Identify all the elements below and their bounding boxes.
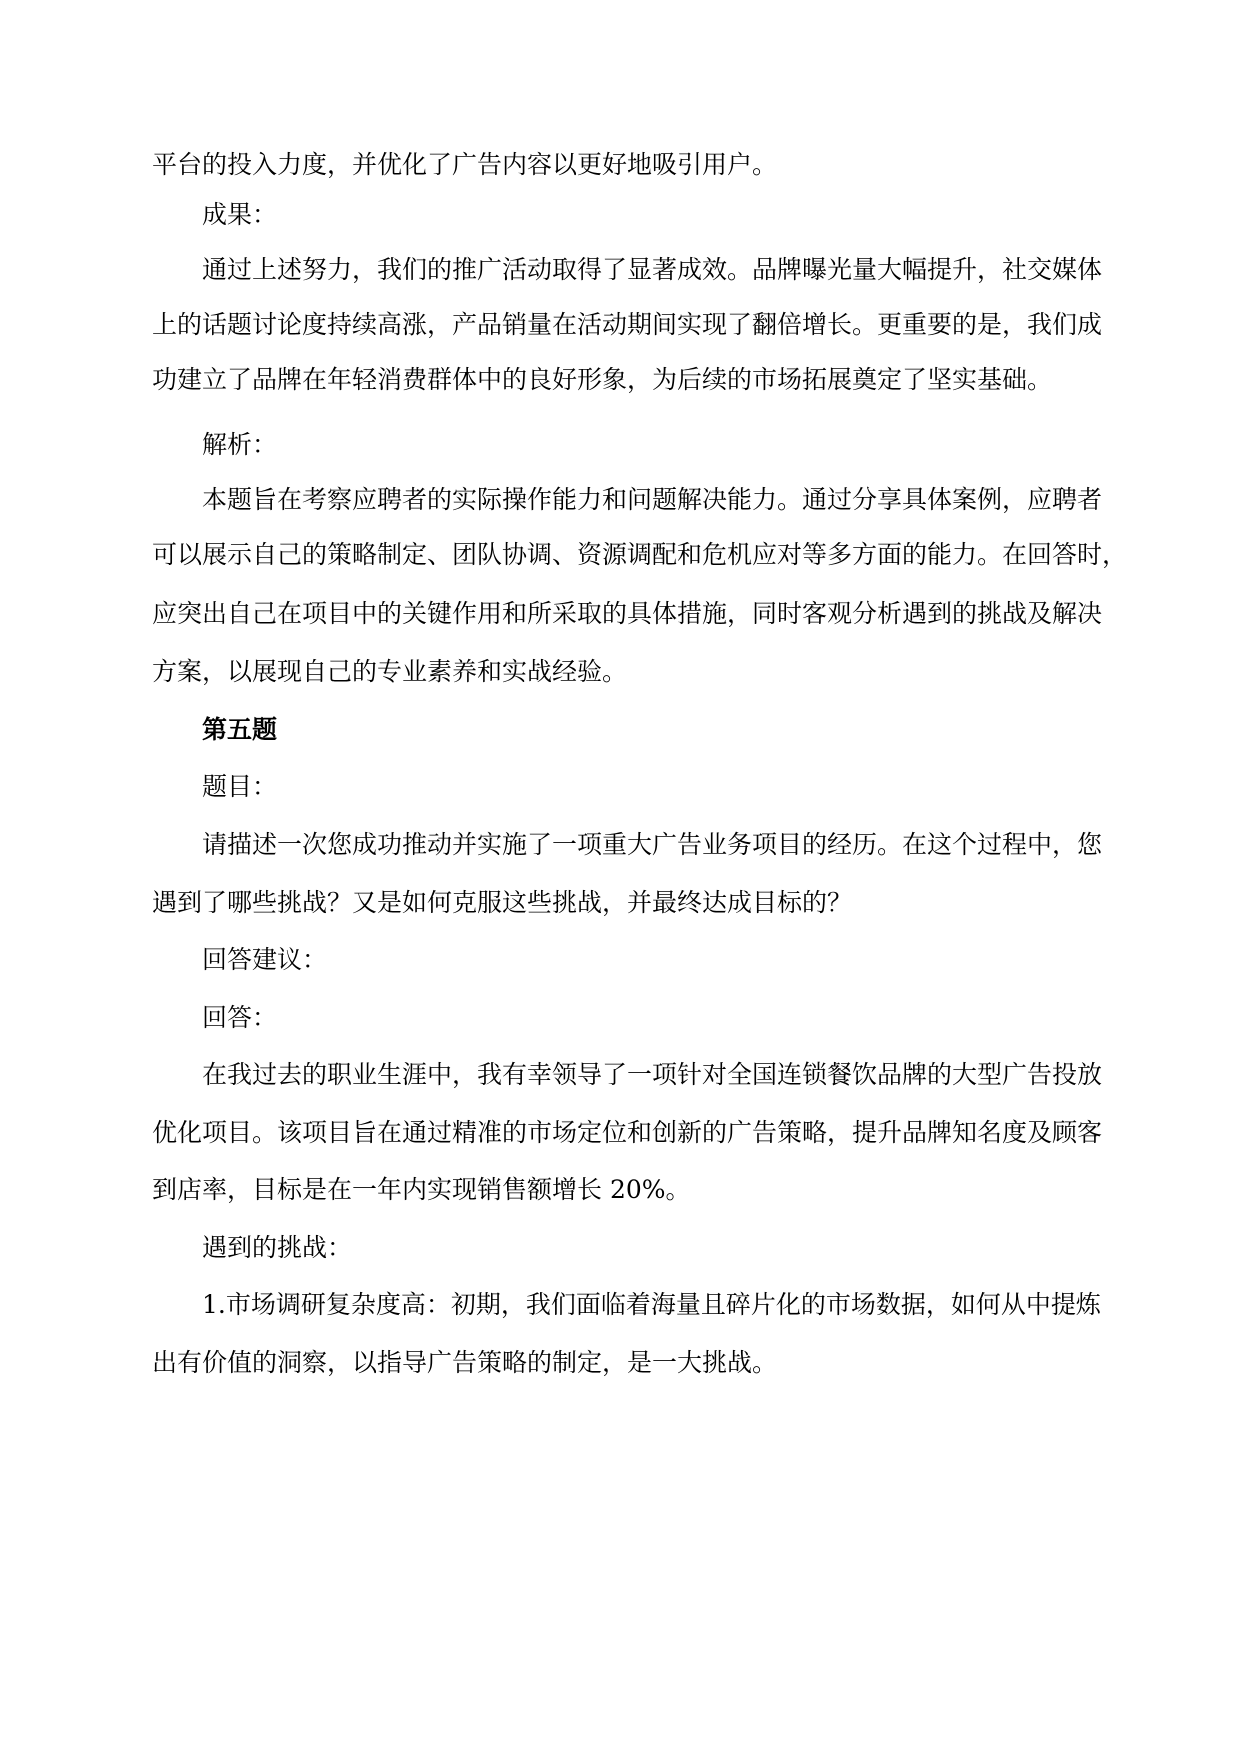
text-line: 在我过去的职业生涯中，我有幸领导了一项针对全国连锁餐饮品牌的大型广告投放 (202, 1060, 1103, 1089)
text-line: 功建立了品牌在年轻消费群体中的良好形象，为后续的市场拓展奠定了坚实基础。 (152, 365, 1053, 394)
text-line: 应突出自己在项目中的关键作用和所采取的具体措施，同时客观分析遇到的挑战及解决 (152, 599, 1103, 628)
text-line: 通过上述努力，我们的推广活动取得了显著成效。品牌曝光量大幅提升，社交媒体 (202, 255, 1103, 284)
list-item: 1.市场调研复杂度高：初期，我们面临着海量且碎片化的市场数据，如何从中提炼 (202, 1290, 1101, 1319)
text-line: 优化项目。该项目旨在通过精准的市场定位和创新的广告策略，提升品牌知名度及顾客 (152, 1118, 1103, 1147)
section-label: 遇到的挑战： (202, 1233, 353, 1262)
text-line: 可以展示自己的策略制定、团队协调、资源调配和危机应对等多方面的能力。在回答时， (152, 540, 1128, 569)
section-label: 回答建议： (202, 945, 328, 974)
text-line: 方案，以展现自己的专业素养和实战经验。 (152, 657, 628, 686)
section-label: 题目： (202, 772, 278, 801)
text-line: 平台的投入力度，并优化了广告内容以更好地吸引用户。 (152, 150, 778, 179)
section-label: 回答： (202, 1003, 278, 1032)
text-line: 遇到了哪些挑战？又是如何克服这些挑战，并最终达成目标的？ (152, 888, 853, 917)
question-heading: 第五题 (202, 715, 278, 744)
text-line: 请描述一次您成功推动并实施了一项重大广告业务项目的经历。在这个过程中，您 (202, 830, 1103, 859)
section-label: 解析： (202, 430, 278, 459)
section-label: 成果： (202, 200, 278, 229)
text-line: 本题旨在考察应聘者的实际操作能力和问题解决能力。通过分享具体案例，应聘者 (202, 485, 1103, 514)
text-line: 上的话题讨论度持续高涨，产品销量在活动期间实现了翻倍增长。更重要的是，我们成 (152, 310, 1103, 339)
text-line: 出有价值的洞察，以指导广告策略的制定，是一大挑战。 (152, 1348, 778, 1377)
text-line: 到店率，目标是在一年内实现销售额增长 20%。 (152, 1175, 691, 1204)
